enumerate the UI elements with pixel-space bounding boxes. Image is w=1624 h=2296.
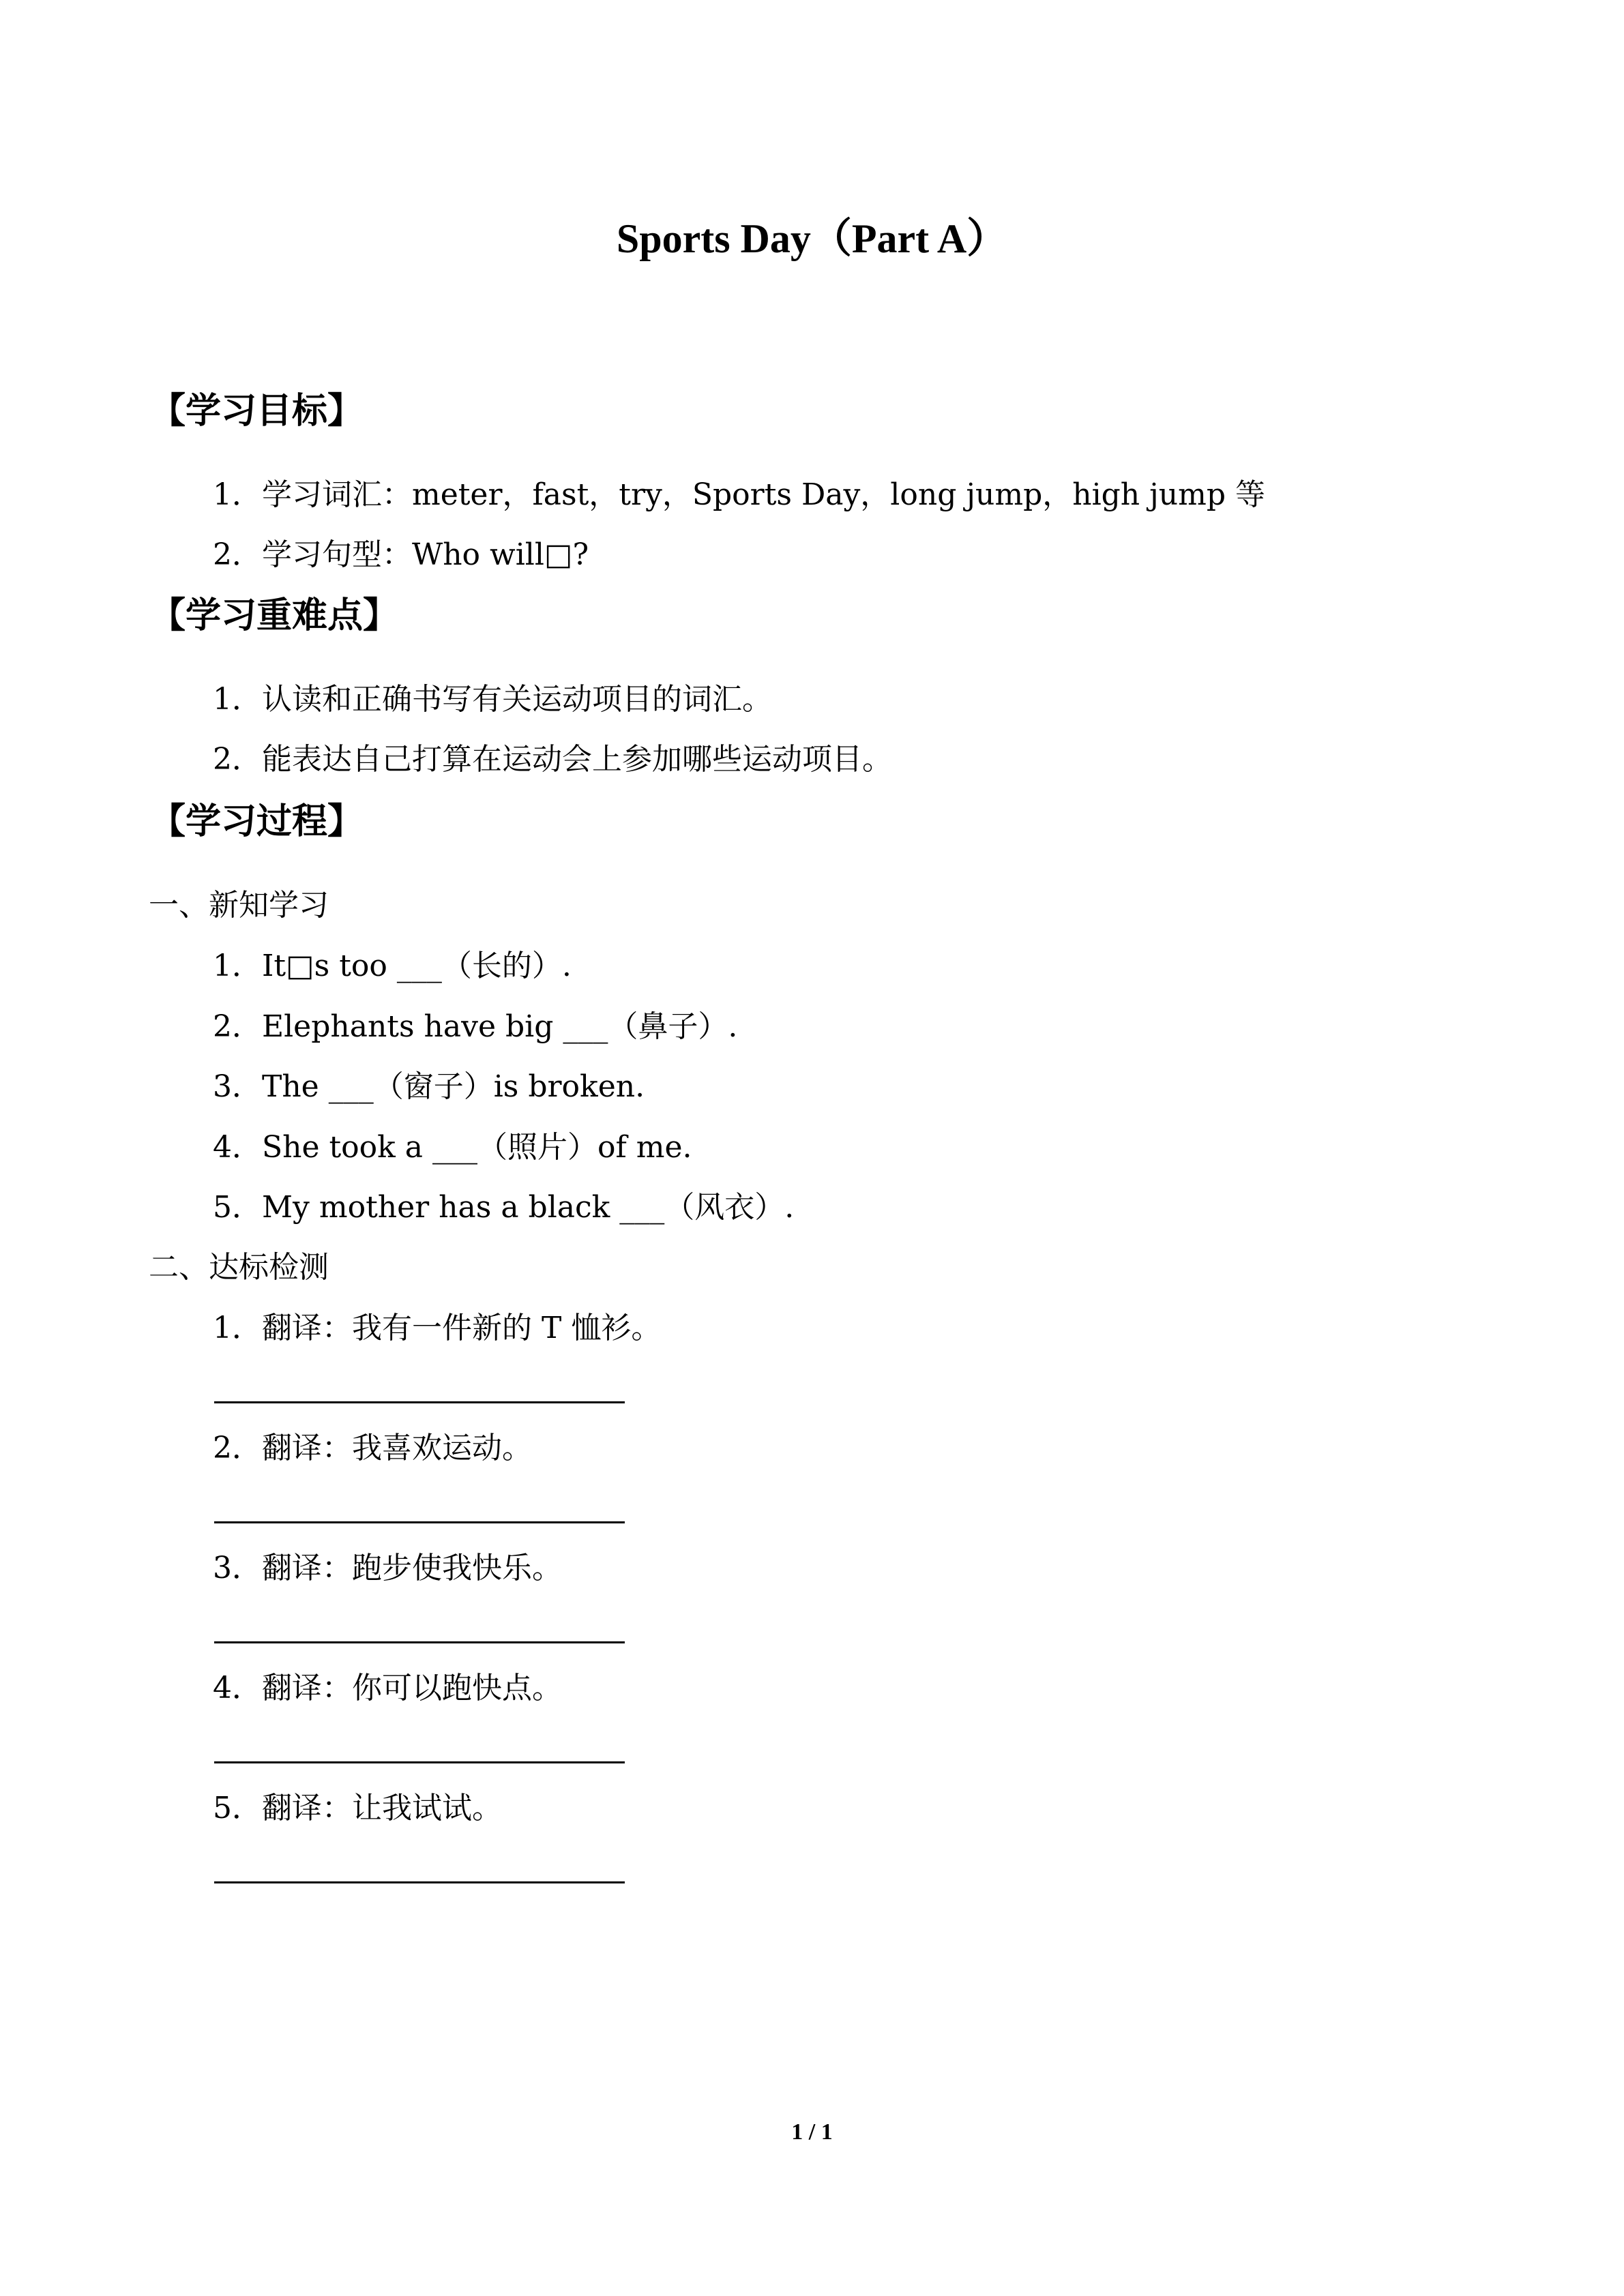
- exercise-item: 3．The ___（窗子）is broken.: [213, 1069, 645, 1104]
- key-point-item: 2．能表达自己打算在运动会上参加哪些运动项目。: [213, 742, 892, 777]
- translation-item: 4．翻译：你可以跑快点。: [213, 1671, 562, 1705]
- translation-item: 3．翻译：跑步使我快乐。: [213, 1551, 562, 1585]
- translation-item: 5．翻译：让我试试。: [213, 1791, 502, 1825]
- goal-item: 1．学习词汇：meter，fast，try，Sports Day，long jump，high jump 等: [213, 477, 1265, 512]
- exercise-item: 5．My mother has a black ___（风衣）.: [213, 1190, 795, 1225]
- goal-item: 2．学习句型：Who will□?: [213, 537, 589, 572]
- answer-line[interactable]: [214, 1761, 625, 1763]
- page-number: 1 / 1: [791, 2119, 833, 2145]
- exercise-item: 4．She took a ___（照片）of me.: [213, 1130, 692, 1165]
- subsection-heading-assessment: 二、达标检测: [149, 1250, 329, 1285]
- key-point-item: 1．认读和正确书写有关运动项目的词汇。: [213, 682, 772, 717]
- section-heading-key-points: 【学习重难点】: [150, 595, 399, 636]
- translation-item: 2．翻译：我喜欢运动。: [213, 1431, 532, 1465]
- translation-item: 1．翻译：我有一件新的 T 恤衫。: [213, 1311, 662, 1345]
- subsection-heading-new-knowledge: 一、新知学习: [149, 888, 329, 923]
- exercise-item: 1．It□s too ___（长的）.: [213, 949, 572, 983]
- exercise-item: 2．Elephants have big ___（鼻子）.: [213, 1009, 738, 1044]
- page-title: Sports Day（Part A）: [616, 216, 1008, 261]
- answer-line[interactable]: [214, 1401, 625, 1403]
- answer-line[interactable]: [214, 1881, 625, 1883]
- section-heading-goals: 【学习目标】: [150, 391, 364, 432]
- answer-line[interactable]: [214, 1521, 625, 1523]
- section-heading-process: 【学习过程】: [150, 801, 364, 842]
- answer-line[interactable]: [214, 1641, 625, 1643]
